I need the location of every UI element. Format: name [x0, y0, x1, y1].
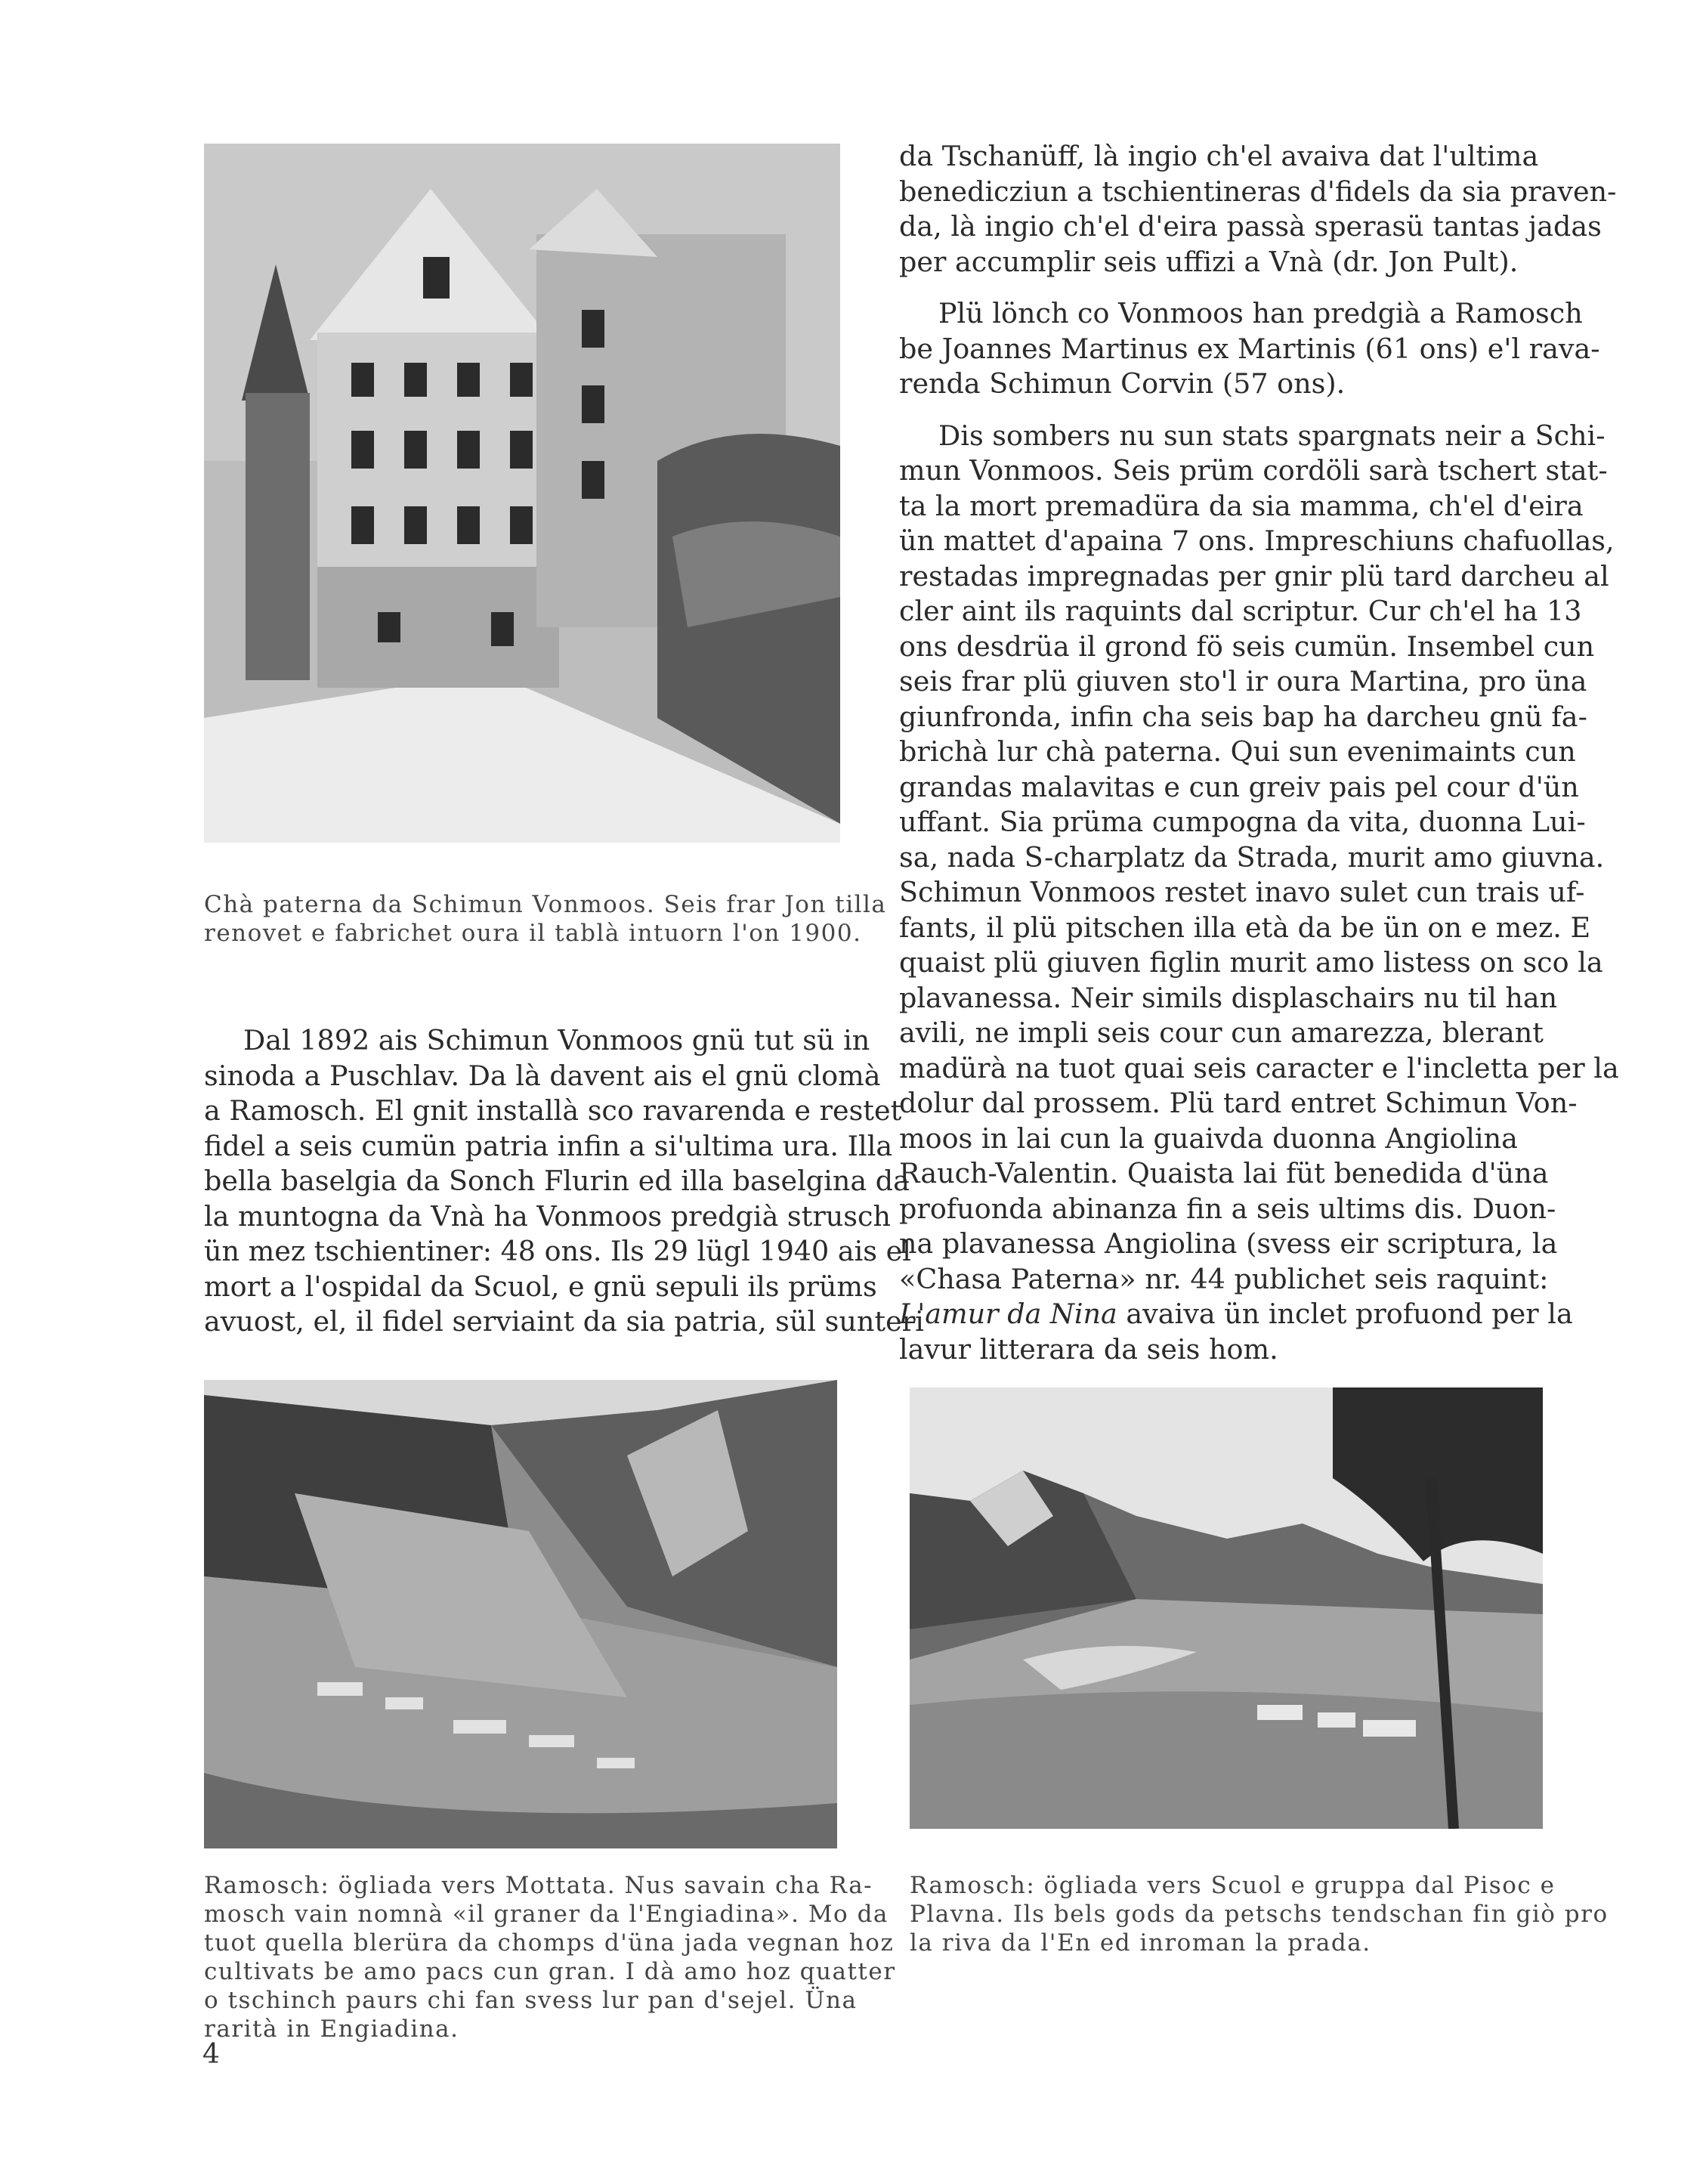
text-line: «Chasa Paterna» nr. 44 publichet seis raquint: — [899, 1262, 1549, 1295]
caption-line: Plavna. Ils bels gods da petschs tendschan fin giò pro — [910, 1901, 1609, 1928]
text-line: fants, il plü pitschen illa età da be ün on e mez. E — [899, 911, 1591, 944]
text-fragment: avaiva ün inclet profuond per la — [1117, 1298, 1573, 1330]
text-line: Dis sombers nu sun stats spargnats neir a Schi- — [938, 419, 1606, 452]
text-line: per accumplir seis uffizi a Vnà (dr. Jon Pult). — [899, 245, 1519, 278]
caption-line: cultivats be amo pacs cun gran. I dà amo hoz quatter — [204, 1958, 896, 1985]
text-line: la muntogna da Vnà ha Vonmoos predgià strusch — [204, 1199, 891, 1233]
text-line: restadas impregnadas per gnir plü tard darcheu al — [899, 559, 1609, 592]
text-line: be Joannes Martinus ex Martinis (61 ons) e'l rava- — [899, 332, 1600, 365]
text-line-with-title — [899, 1297, 1573, 1332]
caption-line: Chà paterna da Schimun Vonmoos. Seis frar Jon tilla — [204, 891, 887, 918]
text-line: ün mez tschientiner: 48 ons. Ils 29 lügl 1940 ais el — [204, 1235, 911, 1267]
text-line: ons desdrüa il grond fö seis cumün. Insembel cun — [899, 630, 1595, 663]
text-line: giunfronda, infin cha seis bap ha darcheu gnü fa- — [899, 700, 1587, 733]
caption-line: tuot quella blerüra da chomps d'üna jada vegnan hoz — [204, 1929, 895, 1957]
paragraph-continuation — [899, 139, 1617, 280]
text-line: ta la mort premadüra da sia mamma, ch'el d'eira — [899, 489, 1584, 522]
right-column-text — [899, 139, 1619, 1367]
page-number: 4 — [202, 2039, 220, 2070]
caption-line: rarità in Engiadina. — [204, 2015, 459, 2043]
text-line: sinoda a Puschlav. Da là davent ais el gnü clomà — [204, 1059, 881, 1092]
text-line: dolur dal prossem. Plü tard entret Schimun Von- — [899, 1087, 1578, 1119]
valley-mottata-caption — [204, 1871, 896, 2043]
text-line: lavur litterara da seis hom. — [899, 1332, 1278, 1366]
text-line: avili, ne impli seis cour cun amarezza, blerant — [899, 1016, 1544, 1049]
caption-line: la riva da l'En ed inroman la prada. — [910, 1929, 1371, 1957]
text-line: uffant. Sia prüma cumpogna da vita, duonna Lui- — [899, 806, 1586, 838]
house-photo — [204, 144, 840, 843]
text-line: na plavanessa Angiolina (svess eir scriptura, la — [899, 1227, 1558, 1260]
text-line: avuost, el, il fidel serviaint da sia patria, sül sunteri — [204, 1305, 924, 1338]
left-column-text — [204, 1023, 924, 1340]
text-line: benedicziun a tschientineras d'fidels da sia praven- — [899, 175, 1617, 208]
caption-line: renovet e fabrichet oura il tablà intuorn l'on 1900. — [204, 920, 862, 947]
paragraph — [899, 296, 1600, 402]
text-line: Dal 1892 ais Schimun Vonmoos gnü tut sü in — [243, 1024, 870, 1056]
caption-line: mosch vain nomnà «il graner da l'Engiadina». Mo da — [204, 1901, 889, 1928]
house-photo-caption — [204, 890, 887, 948]
valley-scuol-photo — [910, 1387, 1543, 1829]
text-line: madürà na tuot quai seis caracter e l'incletta per la — [899, 1051, 1619, 1084]
caption-line: Ramosch: ögliada vers Mottata. Nus savain cha Ra- — [204, 1872, 873, 1899]
book-title: L'amur da Nina — [899, 1298, 1117, 1330]
text-line: bella baselgia da Sonch Flurin ed illa baselgina da — [204, 1165, 910, 1197]
text-line: da, là ingio ch'el d'eira passà sperasü tantas jadas — [899, 210, 1602, 243]
valley-mottata-photo — [204, 1380, 837, 1848]
text-line: profuonda abinanza fin a seis ultims dis. Duon- — [899, 1192, 1556, 1225]
text-line: moos in lai cun la guaivda duonna Angiolina — [899, 1121, 1518, 1155]
valley-scuol-caption — [910, 1871, 1609, 1957]
text-line: plavanessa. Neir simils displaschairs nu til han — [899, 981, 1558, 1014]
text-line: da Tschanüff, là ingio ch'el avaiva dat l'ultima — [899, 140, 1539, 172]
caption-line: Ramosch: ögliada vers Scuol e gruppa dal Pisoc e — [910, 1872, 1556, 1899]
text-line: a Ramosch. El gnit installà sco ravarenda e restet — [204, 1094, 902, 1127]
text-line: mort a l'ospidal da Scuol, e gnü sepuli ils prüms — [204, 1270, 877, 1303]
text-line: Schimun Vonmoos restet inavo sulet cun trais uf- — [899, 876, 1585, 908]
text-line: grandas malavitas e cun greiv pais pel cour d'ün — [899, 770, 1579, 803]
text-line: Plü lönch co Vonmoos han predgià a Ramosch — [938, 297, 1583, 329]
text-line: quaist plü giuven figlin murit amo listess on sco la — [899, 946, 1603, 979]
paragraph — [899, 419, 1619, 1368]
text-line: mun Vonmoos. Seis prüm cordöli sarà tschert stat- — [899, 454, 1608, 487]
text-line: ün mattet d'apaina 7 ons. Impreschiuns chafuollas, — [899, 524, 1615, 557]
text-line: renda Schimun Corvin (57 ons). — [899, 367, 1346, 400]
text-line: seis frar plü giuven sto'l ir oura Martina, pro üna — [899, 665, 1587, 698]
text-line: sa, nada S-charplatz da Strada, murit amo giuvna. — [899, 840, 1605, 874]
text-line: Rauch-Valentin. Quaista lai füt benedida d'üna — [899, 1157, 1549, 1189]
text-line: brichà lur chà paterna. Qui sun evenimaints cun — [899, 735, 1576, 768]
text-line: cler aint ils raquints dal scriptur. Cur ch'el ha 13 — [899, 595, 1582, 627]
text-line: fidel a seis cumün patria infin a si'ultima ura. Illa — [204, 1129, 893, 1162]
caption-line: o tschinch paurs chi fan svess lur pan d'sejel. Üna — [204, 1987, 858, 2014]
